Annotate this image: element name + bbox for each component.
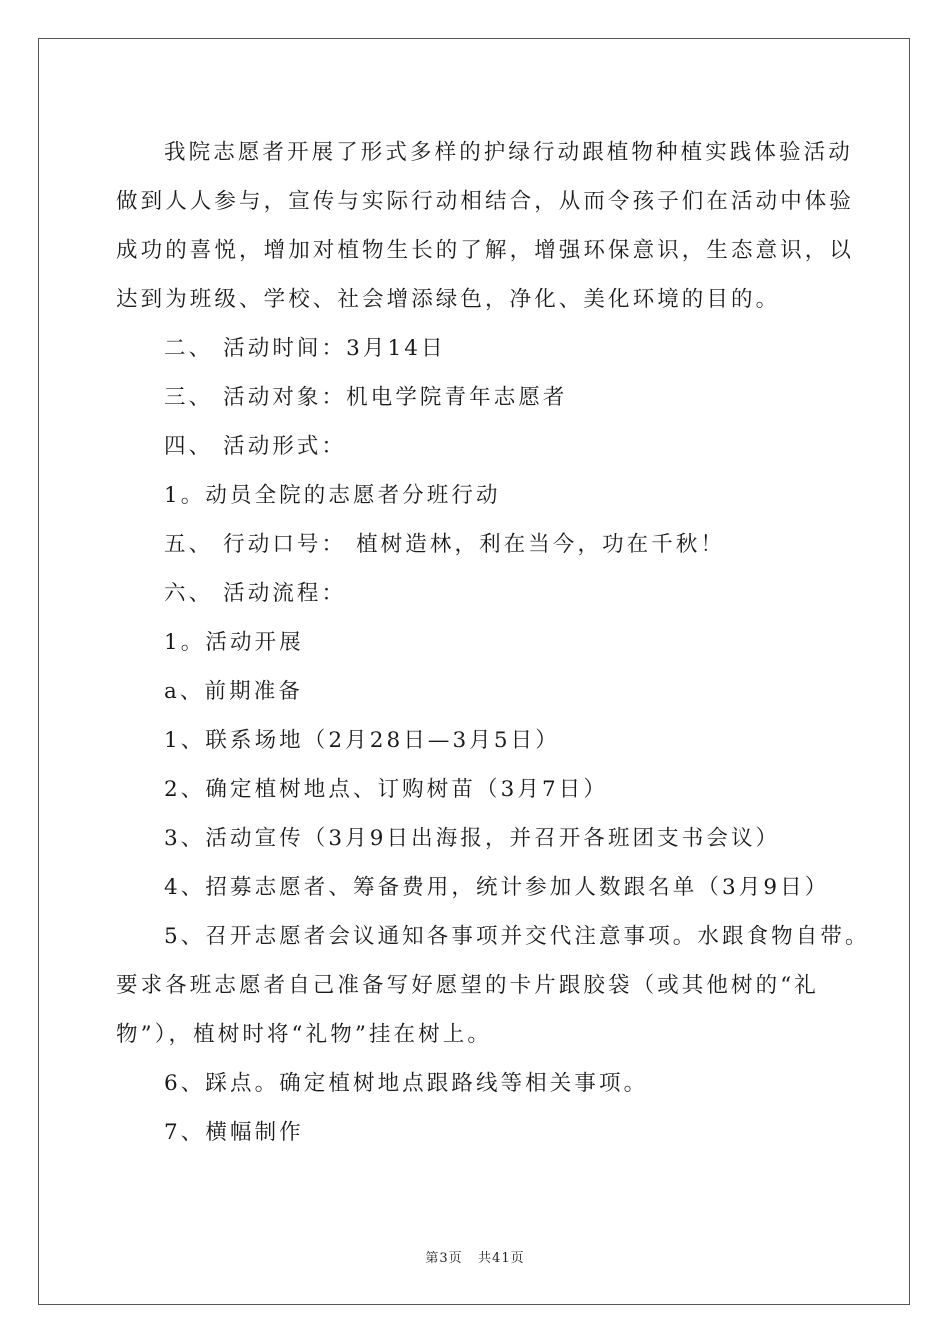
list-item: 5、召开志愿者会议通知各事项并交代注意事项。水跟食物自带。 — [164, 924, 870, 949]
list-item: 1。动员全院的志愿者分班行动 — [164, 483, 501, 508]
list-item: 1。活动开展 — [164, 630, 304, 655]
list-item: 7、横幅制作 — [164, 1120, 304, 1145]
section-heading-slogan: 五、 行动口号： 植树造林，利在当今，功在千秋！ — [164, 532, 726, 557]
paragraph-line: 达到为班级、学校、社会增添绿色，净化、美化环境的目的。 — [116, 287, 781, 312]
list-item: 6、踩点。确定植树地点跟路线等相关事项。 — [164, 1071, 649, 1096]
section-heading-process: 六、 活动流程： — [164, 581, 347, 606]
list-item: 2、确定植树地点、订购树苗（3月7日） — [164, 777, 608, 802]
list-item: 1、联系场地（2月28日—3月5日） — [164, 728, 560, 753]
list-item: a、前期准备 — [164, 679, 303, 704]
paragraph-line: 做到人人参与，宣传与实际行动相结合，从而令孩子们在活动中体验 — [116, 189, 855, 214]
list-item: 4、招募志愿者、筹备费用，统计参加人数跟名单（3月9日） — [164, 875, 830, 900]
page-footer — [0, 1247, 950, 1266]
section-heading-time: 二、 活动时间：3月14日 — [164, 336, 446, 361]
paragraph-line: 我院志愿者开展了形式多样的护绿行动跟植物种植实践体验活动 — [164, 140, 853, 165]
section-heading-target: 三、 活动对象：机电学院青年志愿者 — [164, 385, 568, 410]
page-number: 第3页 共41页 — [425, 1251, 525, 1266]
paragraph-line: 物”），植树时将“礼物”挂在树上。 — [116, 1022, 492, 1047]
list-item: 3、活动宣传（3月9日出海报，并召开各班团支书会议） — [164, 826, 781, 851]
paragraph-line: 成功的喜悦，增加对植物生长的了解，增强环保意识，生态意识，以 — [116, 238, 855, 263]
paragraph-line: 要求各班志愿者自己准备写好愿望的卡片跟胶袋（或其他树的“礼 — [116, 973, 819, 998]
section-heading-form: 四、 活动形式： — [164, 434, 347, 459]
